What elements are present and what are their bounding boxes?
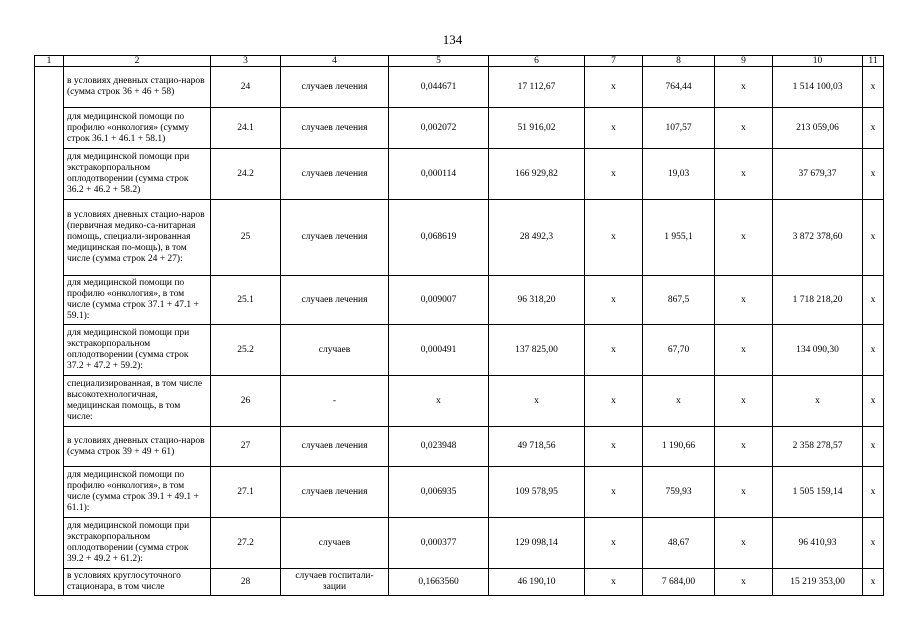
row-col8: 67,70: [643, 325, 715, 376]
row-line-number: 27.2: [211, 518, 281, 569]
row-description: в условиях дневных стацио-наров (сумма строк 36 + 46 + 58): [64, 67, 211, 108]
row-unit: случаев лечения: [281, 276, 389, 325]
row-norm-value: 0,009007: [389, 276, 489, 325]
row-col8: 7 684,00: [643, 569, 715, 596]
row-unit: случаев лечения: [281, 149, 389, 200]
row-col10: 1 718 218,20: [773, 276, 863, 325]
row-norm-value: 0,023948: [389, 427, 489, 467]
row-line-number: 24.1: [211, 108, 281, 149]
row-unit: случаев лечения: [281, 200, 389, 276]
column-header: 2: [64, 56, 211, 67]
row-norm-value: 0,000114: [389, 149, 489, 200]
row-description: для медицинской помощи по профилю «онкология», в том числе (сумма строк 39.1 + 49.1 + 61.1):: [64, 467, 211, 518]
row-col9: х: [715, 376, 773, 427]
row-col8: 107,57: [643, 108, 715, 149]
table-body: [35, 67, 884, 596]
row-line-number: 27.1: [211, 467, 281, 518]
row-col11: х: [863, 569, 884, 596]
row-line-number: 25: [211, 200, 281, 276]
row-cost-value: 109 578,95: [489, 467, 585, 518]
row-description: в условиях круглосуточного стационара, в том числе: [64, 569, 211, 596]
row-col9: х: [715, 325, 773, 376]
row-norm-value: 0,006935: [389, 467, 489, 518]
row-col10: 3 872 378,60: [773, 200, 863, 276]
row-unit: случаев лечения: [281, 467, 389, 518]
row-norm-value: 0,002072: [389, 108, 489, 149]
row-col11: х: [863, 518, 884, 569]
row-col7: х: [585, 276, 643, 325]
header-row: [35, 56, 884, 67]
column-header: 3: [211, 56, 281, 67]
row-norm-value: 0,044671: [389, 67, 489, 108]
row-cost-value: 49 718,56: [489, 427, 585, 467]
row-unit: -: [281, 376, 389, 427]
row-cost-value: 129 098,14: [489, 518, 585, 569]
table-row: [35, 67, 884, 108]
row-col11: х: [863, 108, 884, 149]
row-norm-value: 0,000377: [389, 518, 489, 569]
row-line-number: 27: [211, 427, 281, 467]
row-description: для медицинской помощи по профилю «онкология», в том числе (сумма строк 37.1 + 47.1 + 59.1):: [64, 276, 211, 325]
table-row: [35, 276, 884, 325]
row-col8: 48,67: [643, 518, 715, 569]
row-col7: х: [585, 149, 643, 200]
row-cost-value: 137 825,00: [489, 325, 585, 376]
row-col9: х: [715, 108, 773, 149]
row-col9: х: [715, 518, 773, 569]
row-description: для медицинской помощи при экстракорпоральном оплодотворении (сумма строк 37.2 + 47.2 + 59.2):: [64, 325, 211, 376]
row-col10: 1 505 159,14: [773, 467, 863, 518]
row-unit: случаев лечения: [281, 427, 389, 467]
row-col10: 1 514 100,03: [773, 67, 863, 108]
table-row: [35, 108, 884, 149]
row-col10: 213 059,06: [773, 108, 863, 149]
row-col11: х: [863, 325, 884, 376]
row-cost-value: 46 190,10: [489, 569, 585, 596]
row-col8: 1 955,1: [643, 200, 715, 276]
row-col11: х: [863, 427, 884, 467]
row-col7: х: [585, 325, 643, 376]
row-cost-value: 96 318,20: [489, 276, 585, 325]
column-header: 1: [35, 56, 64, 67]
row-col7: х: [585, 376, 643, 427]
row-col11: х: [863, 67, 884, 108]
row-norm-value: 0,1663560: [389, 569, 489, 596]
row-description: для медицинской помощи при экстракорпоральном оплодотворении (сумма строк 39.2 + 49.2 + 61.2):: [64, 518, 211, 569]
row-cost-value: 28 492,3: [489, 200, 585, 276]
row-col9: х: [715, 67, 773, 108]
row-line-number: 24.2: [211, 149, 281, 200]
row-col9: х: [715, 569, 773, 596]
row-col7: х: [585, 108, 643, 149]
row-col7: х: [585, 427, 643, 467]
column-header: 4: [281, 56, 389, 67]
row-col7: х: [585, 518, 643, 569]
row-col8: х: [643, 376, 715, 427]
row-col10: 96 410,93: [773, 518, 863, 569]
row-col10: 15 219 353,00: [773, 569, 863, 596]
row-unit: случаев лечения: [281, 67, 389, 108]
row-col7: х: [585, 467, 643, 518]
row-norm-value: 0,000491: [389, 325, 489, 376]
row-col10: 134 090,30: [773, 325, 863, 376]
table-row: [35, 467, 884, 518]
row-description: специализированная, в том числе высокотехнологичная, медицинская помощь, в том числе:: [64, 376, 211, 427]
row-cost-value: 51 916,02: [489, 108, 585, 149]
row-col9: х: [715, 149, 773, 200]
column-header: 8: [643, 56, 715, 67]
table-row: [35, 200, 884, 276]
row-description: для медицинской помощи по профилю «онкология» (сумму строк 36.1 + 46.1 + 58.1): [64, 108, 211, 149]
row-cost-value: х: [489, 376, 585, 427]
column-header: 6: [489, 56, 585, 67]
row-col9: х: [715, 467, 773, 518]
row-description: для медицинской помощи при экстракорпоральном оплодотворении (сумма строк 36.2 + 46.2 + 58.2): [64, 149, 211, 200]
row-line-number: 25.2: [211, 325, 281, 376]
table-row: [35, 325, 884, 376]
row-unit: случаев: [281, 325, 389, 376]
document-table: [34, 55, 884, 596]
row-col11: х: [863, 376, 884, 427]
row-col11: х: [863, 200, 884, 276]
row-col8: 764,44: [643, 67, 715, 108]
row-col8: 759,93: [643, 467, 715, 518]
column-header: 11: [863, 56, 884, 67]
row-line-number: 26: [211, 376, 281, 427]
row-col8: 19,03: [643, 149, 715, 200]
row-col10: 37 679,37: [773, 149, 863, 200]
row-line-number: 24: [211, 67, 281, 108]
row-col10: 2 358 278,57: [773, 427, 863, 467]
row-cost-value: 166 929,82: [489, 149, 585, 200]
row-col7: х: [585, 200, 643, 276]
row-description: в условиях дневных стацио-наров (сумма строк 39 + 49 + 61): [64, 427, 211, 467]
row-description: в условиях дневных стацио-наров (первичная медико-са-нитарная помощь, специали-зированная медицинская по-мощь), в том числе (сумма строк 24 + 27):: [64, 200, 211, 276]
row-unit: случаев: [281, 518, 389, 569]
row-cost-value: 17 112,67: [489, 67, 585, 108]
row-col9: х: [715, 200, 773, 276]
row-col8: 867,5: [643, 276, 715, 325]
row-col9: х: [715, 427, 773, 467]
table-row: [35, 569, 884, 596]
row-col9: х: [715, 276, 773, 325]
row-unit: случаев госпитали-зации: [281, 569, 389, 596]
row-col11: х: [863, 467, 884, 518]
row-norm-value: х: [389, 376, 489, 427]
row-col10: х: [773, 376, 863, 427]
column-header: 7: [585, 56, 643, 67]
row-unit: случаев лечения: [281, 108, 389, 149]
row-line-number: 25.1: [211, 276, 281, 325]
page-number: 134: [442, 32, 463, 47]
table-row: [35, 149, 884, 200]
table-row: [35, 376, 884, 427]
column-header: 9: [715, 56, 773, 67]
table-row: [35, 427, 884, 467]
row-line-number: 28: [211, 569, 281, 596]
row-col11: х: [863, 149, 884, 200]
row-col8: 1 190,66: [643, 427, 715, 467]
row-col11: х: [863, 276, 884, 325]
row-col7: х: [585, 569, 643, 596]
column-1-cell: [35, 67, 64, 596]
column-header: 10: [773, 56, 863, 67]
row-norm-value: 0,068619: [389, 200, 489, 276]
table-row: [35, 518, 884, 569]
column-header: 5: [389, 56, 489, 67]
row-col7: х: [585, 67, 643, 108]
